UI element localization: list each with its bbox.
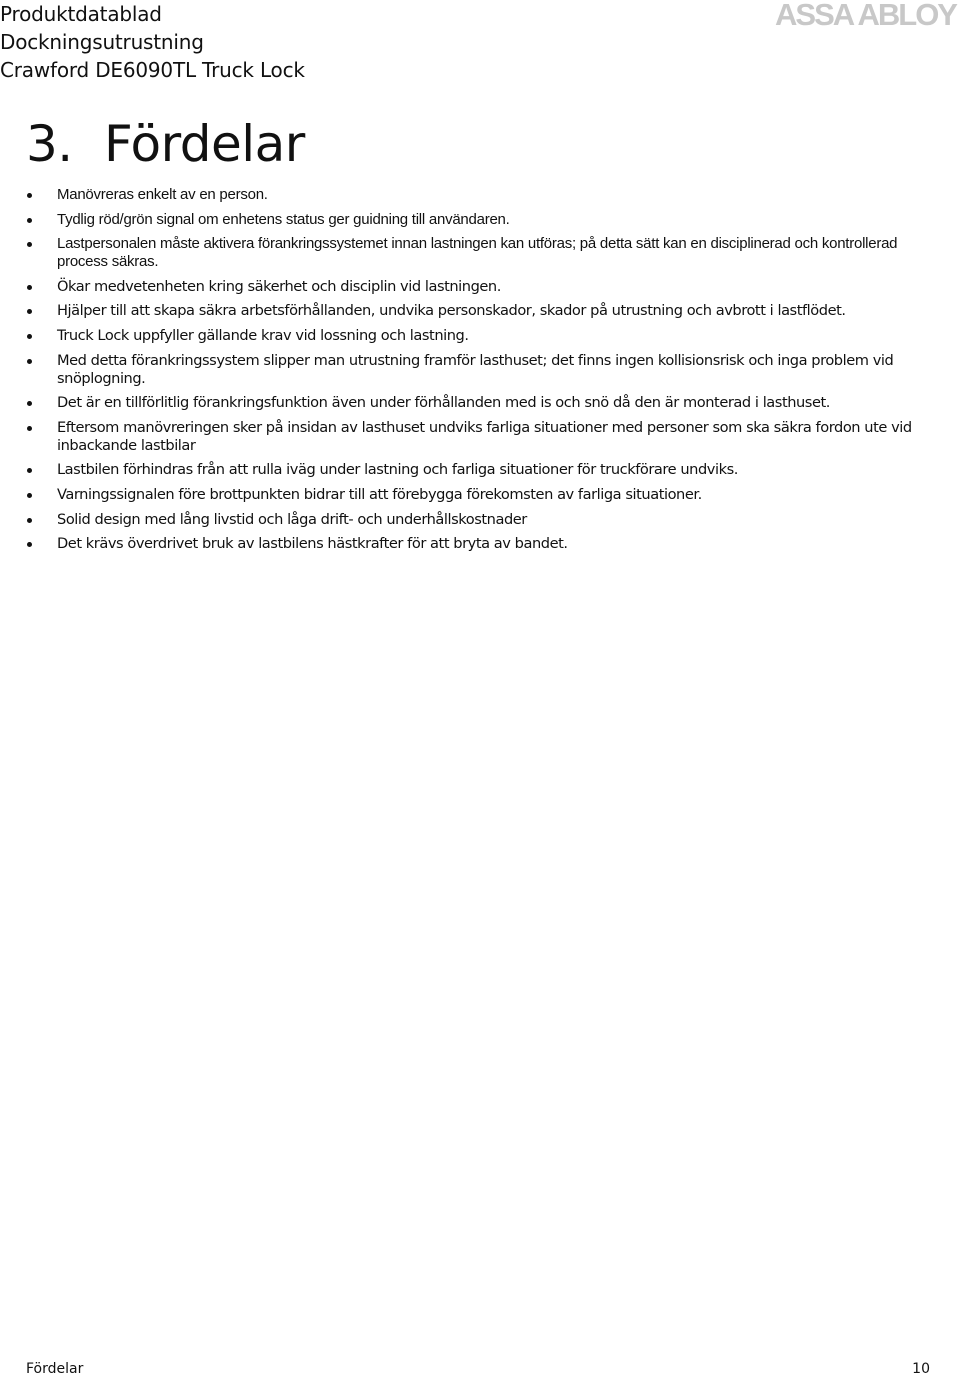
page-number: 10 bbox=[912, 1361, 930, 1377]
product-name: Crawford DE6090TL Truck Lock bbox=[0, 58, 305, 82]
list-item bbox=[0, 278, 960, 296]
list-item bbox=[0, 511, 960, 529]
list-item bbox=[0, 461, 960, 479]
list-item-text: Det krävs överdrivet bruk av lastbilens hästkrafter för att bryta av bandet. bbox=[57, 535, 568, 553]
list-item-text: Lastbilen förhindras från att rulla iväg under lastning och farliga situationer för truckförare undviks. bbox=[57, 461, 738, 479]
bullet-icon bbox=[27, 426, 32, 431]
section-title: Fördelar bbox=[104, 115, 305, 173]
bullet-icon bbox=[27, 518, 32, 523]
bullet-icon bbox=[27, 309, 32, 314]
bullet-icon bbox=[27, 242, 32, 247]
bullet-icon bbox=[27, 468, 32, 473]
list-item-text: Det är en tillförlitlig förankringsfunktion även under förhållanden med is och snö då den är monterad i lasthuset. bbox=[57, 394, 830, 412]
list-item-text: Hjälper till att skapa säkra arbetsförhållanden, undvika personskador, skador på utrustning och avbrott i lastflödet. bbox=[57, 302, 846, 320]
bullet-icon bbox=[27, 542, 32, 547]
bullet-icon bbox=[27, 285, 32, 290]
list-item bbox=[0, 535, 960, 553]
list-item-text: Truck Lock uppfyller gällande krav vid lossning och lastning. bbox=[57, 326, 469, 344]
bullet-icon bbox=[27, 493, 32, 498]
list-item-text: Varningssignalen före brottpunkten bidrar till att förebygga förekomsten av farliga situationer. bbox=[57, 485, 702, 503]
benefits-list bbox=[0, 186, 960, 560]
document-header-text bbox=[0, 0, 305, 84]
list-item bbox=[0, 419, 960, 455]
assa-abloy-logo: ASSA ABLOY bbox=[775, 0, 956, 32]
footer-section-label: Fördelar bbox=[26, 1361, 84, 1377]
list-item bbox=[0, 302, 960, 320]
page-header bbox=[0, 0, 960, 90]
section-number: 3. bbox=[26, 115, 73, 173]
list-item bbox=[0, 394, 960, 412]
list-item-text: Solid design med lång livstid och låga drift- och underhållskostnader bbox=[57, 510, 527, 528]
list-item-text: Eftersom manövreringen sker på insidan av lasthuset undviks farliga situationer med personer som ska säkra fordon ute vid inbackande lastbilar bbox=[57, 418, 912, 454]
list-item bbox=[0, 211, 960, 229]
bullet-icon bbox=[27, 193, 32, 198]
bullet-icon bbox=[27, 401, 32, 406]
bullet-icon bbox=[27, 359, 32, 364]
bullet-icon bbox=[27, 334, 32, 339]
section-heading bbox=[26, 112, 305, 176]
list-item bbox=[0, 352, 960, 388]
bullet-icon bbox=[27, 218, 32, 223]
list-item bbox=[0, 327, 960, 345]
product-category: Dockningsutrustning bbox=[0, 30, 204, 54]
list-item-text: Tydlig röd/grön signal om enhetens status ger guidning till användaren. bbox=[57, 210, 510, 228]
list-item bbox=[0, 486, 960, 504]
list-item-text: Med detta förankringssystem slipper man utrustning framför lasthuset; det finns ingen kollisionsrisk och inga problem vid snöplogning. bbox=[57, 351, 894, 387]
document-type: Produktdatablad bbox=[0, 2, 162, 26]
list-item-text: Ökar medvetenheten kring säkerhet och disciplin vid lastningen. bbox=[57, 277, 501, 295]
list-item bbox=[0, 186, 960, 204]
list-item bbox=[0, 235, 960, 271]
list-item-text: Lastpersonalen måste aktivera förankringssystemet innan lastningen kan utföras; på detta sätt kan en disciplinerad och kontrollerad process säkras. bbox=[57, 235, 898, 271]
list-item-text: Manövreras enkelt av en person. bbox=[57, 186, 268, 203]
